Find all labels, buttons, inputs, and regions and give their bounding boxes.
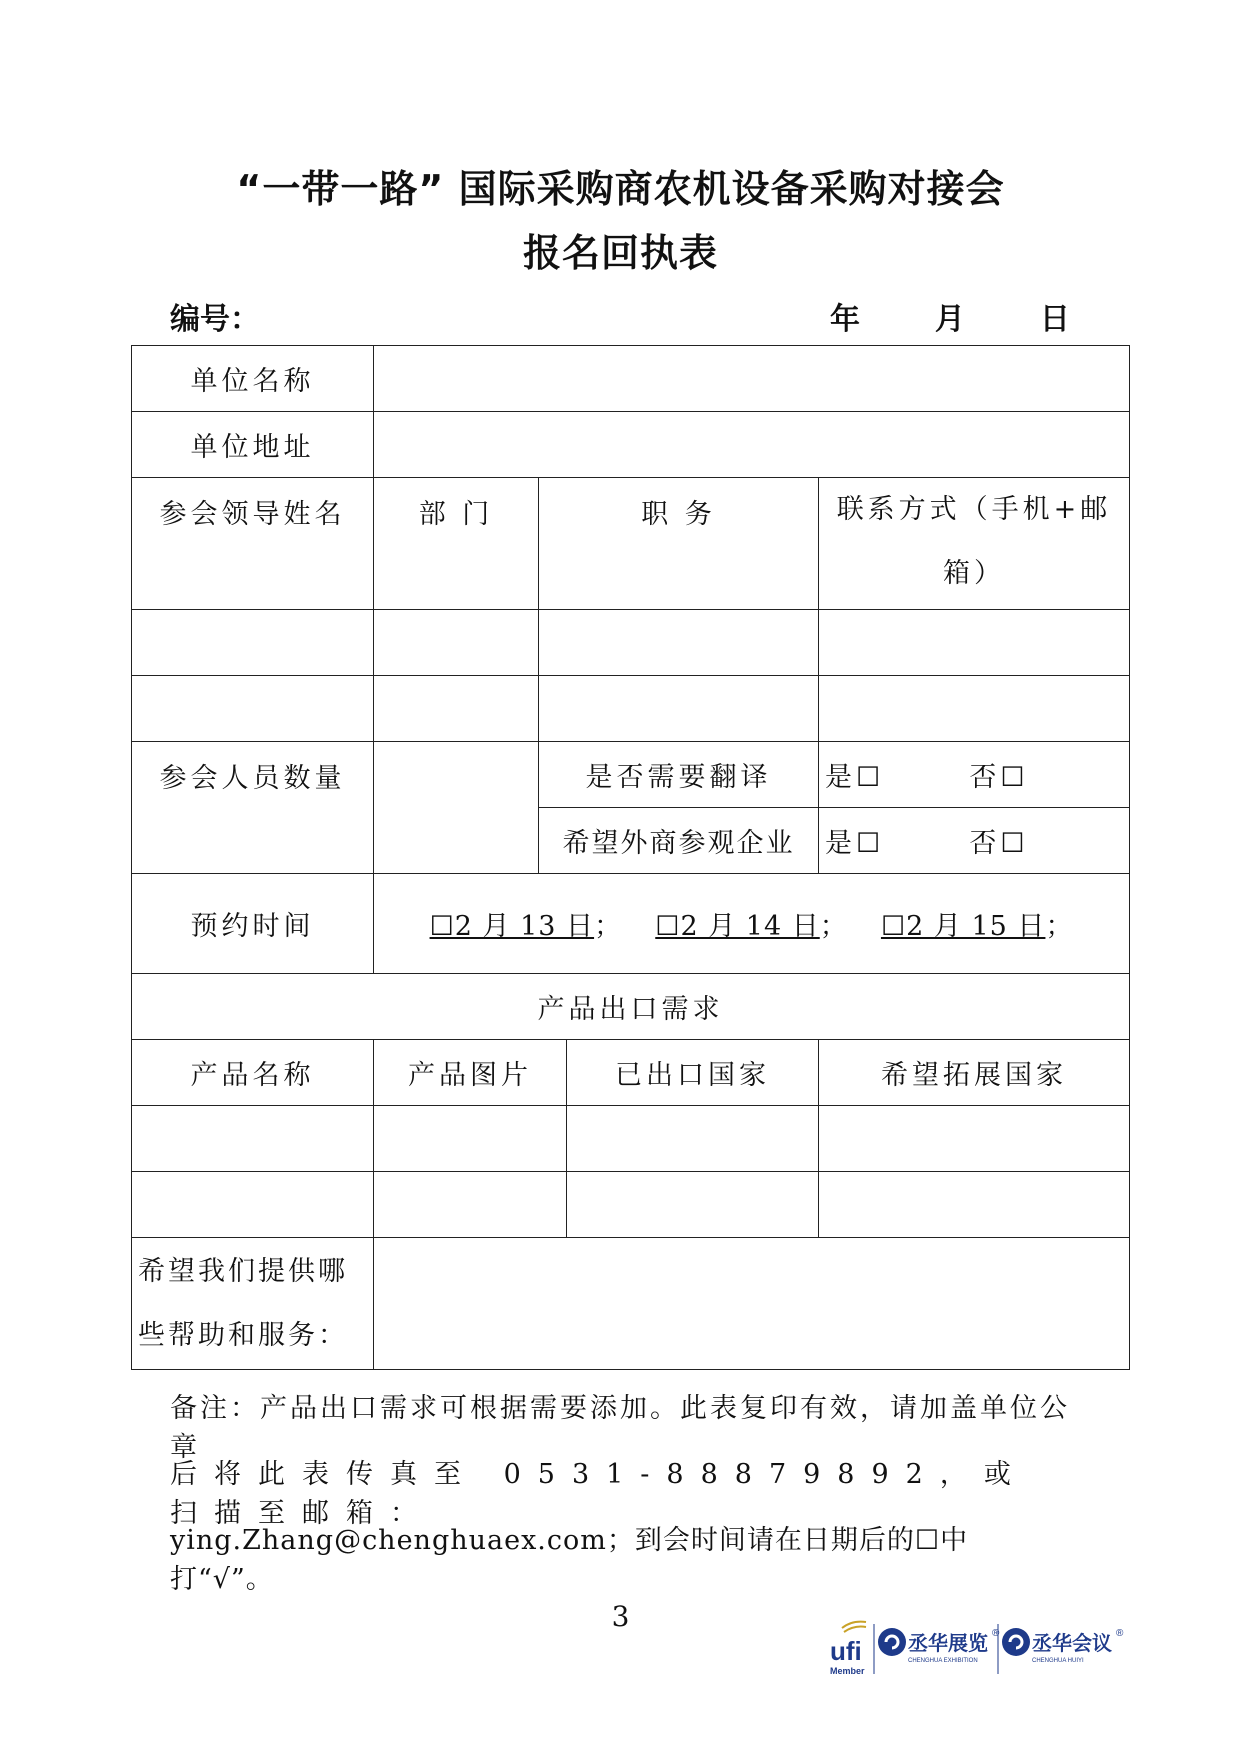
department-field-2[interactable] — [374, 676, 539, 742]
product-image-field-2[interactable] — [374, 1172, 567, 1238]
translation-options — [819, 742, 1130, 808]
product-image-label: 产品图片 — [374, 1040, 567, 1106]
company-address-label: 单位地址 — [132, 412, 374, 478]
ufi-member-text: Member — [830, 1666, 865, 1676]
contact-field-1[interactable] — [819, 610, 1130, 676]
date-option-1[interactable]: ☐2 月 13 日 — [429, 911, 595, 942]
brand1-en-text: CHENGHUA EXHIBITION — [908, 1658, 978, 1664]
note-line-1: 备注：产品出口需求可根据需要添加。此表复印有效，请加盖单位公章 — [170, 1393, 1070, 1463]
position-field-1[interactable] — [539, 610, 819, 676]
visit-yes-checkbox[interactable]: 是☐ — [825, 828, 885, 859]
leader-name-field-1[interactable] — [132, 610, 374, 676]
footer-logos — [826, 1618, 1156, 1678]
product-image-field-1[interactable] — [374, 1106, 567, 1172]
chenghua-exhibition-logo — [878, 1628, 1000, 1664]
company-address-field[interactable] — [374, 412, 1130, 478]
visit-enterprise-label: 希望外商参观企业 — [539, 808, 819, 874]
visit-no-checkbox[interactable]: 否☐ — [969, 828, 1029, 859]
registration-form-table — [131, 345, 1130, 1370]
appointment-dates — [374, 874, 1130, 974]
leader-name-field-2[interactable] — [132, 676, 374, 742]
brand2-en-text: CHENGHUA HUIYI — [1032, 1658, 1084, 1664]
brand1-text: 丞华展览 — [908, 1631, 988, 1655]
date-option-2[interactable]: ☐2 月 14 日 — [655, 911, 820, 942]
exported-countries-field-1[interactable] — [567, 1106, 819, 1172]
page-subtitle: 报名回执表 — [522, 231, 718, 275]
help-services-label: 希望我们提供哪些帮助和服务： — [132, 1238, 374, 1370]
page-number: 3 — [611, 1600, 630, 1633]
department-field-1[interactable] — [374, 610, 539, 676]
target-countries-label: 希望拓展国家 — [819, 1040, 1130, 1106]
translation-no-checkbox[interactable]: 否☐ — [969, 762, 1029, 793]
day-label: 日 — [1039, 302, 1070, 337]
attendee-count-field[interactable] — [374, 742, 539, 874]
help-services-field[interactable] — [374, 1238, 1130, 1370]
product-export-needs-header: 产品出口需求 — [132, 974, 1130, 1040]
chenghua-huiyi-logo — [1002, 1628, 1124, 1664]
product-name-field-2[interactable] — [132, 1172, 374, 1238]
ufi-text: ufi — [830, 1636, 862, 1666]
contact-field-2[interactable] — [819, 676, 1130, 742]
product-name-field-1[interactable] — [132, 1106, 374, 1172]
year-label: 年 — [830, 302, 860, 337]
company-name-field[interactable] — [374, 346, 1130, 412]
page-title: “一带一路” 国际采购商农机设备采购对接会 — [236, 167, 1005, 211]
note-line-3: ying.Zhang@chenghuaex.com；到会时间请在日期后的☐中打“√”。 — [170, 1525, 969, 1595]
swirl-icon — [1002, 1628, 1030, 1656]
date-line — [830, 294, 1070, 338]
translation-yes-checkbox[interactable]: 是☐ — [825, 762, 885, 793]
position-field-2[interactable] — [539, 676, 819, 742]
svg-text:®: ® — [992, 1628, 1000, 1639]
date-separator: ； — [819, 911, 848, 942]
appointment-time-label: 预约时间 — [132, 874, 374, 974]
date-separator: ； — [594, 911, 623, 942]
exported-countries-field-2[interactable] — [567, 1172, 819, 1238]
month-label: 月 — [934, 302, 965, 337]
exported-countries-label: 已出口国家 — [567, 1040, 819, 1106]
contact-label: 联系方式（手机+邮箱） — [819, 478, 1130, 610]
department-label: 部 门 — [374, 478, 539, 610]
target-countries-field-2[interactable] — [819, 1172, 1130, 1238]
serial-number-label: 编号： — [170, 302, 260, 337]
company-name-label: 单位名称 — [132, 346, 374, 412]
brand2-text: 丞华会议 — [1032, 1631, 1112, 1655]
position-label: 职 务 — [539, 478, 819, 610]
note-line-2: 后将此表传真至 0531-88879892，或扫描至邮箱： — [170, 1459, 1028, 1529]
svg-text:®: ® — [1116, 1628, 1124, 1639]
product-name-label: 产品名称 — [132, 1040, 374, 1106]
attendee-count-label: 参会人员数量 — [132, 742, 374, 874]
leader-name-label: 参会领导姓名 — [132, 478, 374, 610]
date-separator: ； — [1045, 911, 1074, 942]
visit-options — [819, 808, 1130, 874]
date-option-3[interactable]: ☐2 月 15 日 — [880, 911, 1046, 942]
swirl-icon — [878, 1628, 906, 1656]
need-translation-label: 是否需要翻译 — [539, 742, 819, 808]
ufi-logo — [830, 1622, 866, 1676]
target-countries-field-1[interactable] — [819, 1106, 1130, 1172]
